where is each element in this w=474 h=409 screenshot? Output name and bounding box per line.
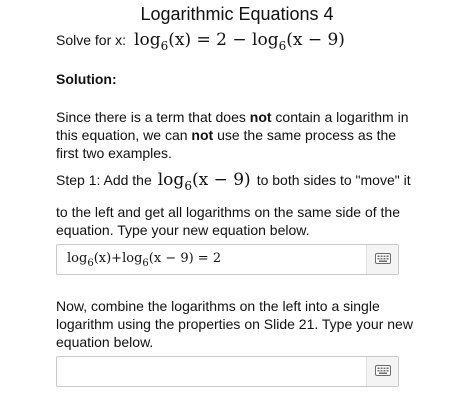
input1-base-b: 6 [142, 258, 149, 269]
step1-math [157, 170, 251, 193]
log-arg-1: (x) [168, 30, 192, 50]
page-title: Logarithmic Equations 4 [140, 4, 334, 24]
explanation-paragraph [56, 108, 416, 162]
step1-instruction [56, 170, 426, 193]
equation-input-1[interactable] [56, 244, 399, 275]
explanation-text-2: contain a logarithm in this equation, we can [56, 109, 409, 143]
input1-plus: + [111, 251, 123, 266]
emphasis-not-2: not [191, 127, 214, 143]
equation-input-2[interactable] [56, 356, 399, 387]
log-arg-2: (x − 9) [286, 30, 345, 50]
input1-arg-b: (x − 9) = 2 [148, 251, 222, 266]
step1-suffix: to both sides to "move" it [256, 172, 411, 188]
equation-middle: = 2 − [191, 30, 253, 50]
log-base-2: 6 [278, 39, 287, 53]
explanation-text-3: use the same process as the first two examples. [56, 127, 397, 161]
step1-log: log [157, 170, 185, 190]
keyboard-icon [375, 251, 391, 269]
emphasis-not-1: not [249, 109, 272, 125]
math-keyboard-button-2[interactable] [366, 357, 398, 386]
input1-log-a: log [67, 251, 88, 266]
input1-log-b: log [122, 251, 143, 266]
math-keyboard-button-1[interactable] [366, 245, 398, 274]
keyboard-icon [375, 363, 391, 381]
problem-prompt [56, 27, 345, 53]
problem-equation [134, 30, 345, 53]
step1-prefix: Step 1: Add the [56, 172, 152, 188]
equation-input-1-value [67, 251, 222, 269]
step1-base: 6 [184, 179, 192, 193]
log-term-2: log [252, 30, 279, 50]
step2-instruction: Now, combine the logarithms on the left into a single logarithm using the properties on Slide 21. Type your new equation below. [56, 298, 413, 350]
log-term-1: log [134, 30, 161, 50]
step1-continuation: to the left and get all logarithms on the same side of the equation. Type your new equation below. [56, 204, 400, 238]
input1-base-a: 6 [87, 258, 94, 269]
explanation-text-1: Since there is a term that does [56, 109, 250, 125]
step1-arg: (x − 9) [191, 170, 251, 190]
prompt-label: Solve for x: [56, 32, 127, 48]
solution-heading: Solution: [56, 71, 117, 87]
input1-arg-a: (x) [93, 251, 112, 266]
log-base-1: 6 [160, 39, 169, 53]
